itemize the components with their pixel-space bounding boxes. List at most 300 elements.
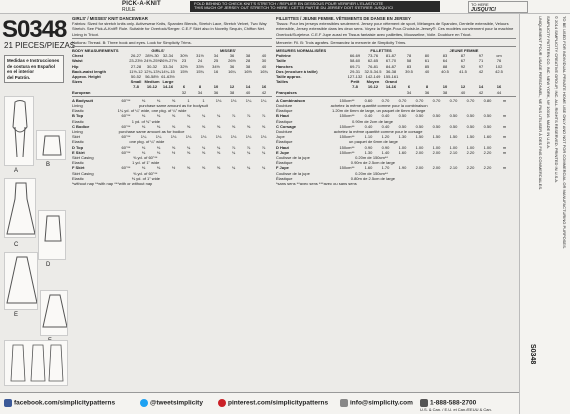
yardage-cell: ⅝ <box>186 149 191 155</box>
fabric-width: 60"** <box>121 144 131 150</box>
yardage-cell: m <box>502 113 507 119</box>
table-cell: 61-63½ <box>161 74 175 80</box>
back-view-sketch-icon <box>5 341 68 386</box>
yardage-cell: ⅜ <box>156 149 161 155</box>
table-cell: 155-161 <box>383 74 399 80</box>
facebook-text: facebook.com/simplicitypatterns <box>14 399 116 407</box>
yardage-label: Élastique <box>276 108 293 114</box>
table-cell: 34 <box>406 89 412 95</box>
yardage-cell: ⅜ <box>141 165 146 171</box>
yardage-cell: 1.30 <box>364 149 373 155</box>
phone-link[interactable] <box>420 399 476 407</box>
legal-line: UNIQUEMENT POUR USAGE PERSONNEL, NE PAS UTILISER À DES FINS COMMERCIALES. <box>538 16 543 191</box>
yardage-cell: ⅝ <box>201 123 206 129</box>
french-title: FILLETTES / JEUNE FEMME. VÊTEMENTS DE DANSE EN JERSEY <box>276 16 411 21</box>
yardage-cell: ¾ <box>231 165 236 171</box>
table-cell: 67-70 <box>385 58 397 64</box>
table-cell: 14-16 <box>385 84 397 90</box>
yardage-cell: ⅝ <box>171 113 176 119</box>
yardage-cell: ⅝ <box>171 97 176 103</box>
yardage-cell: ⅜ <box>156 165 161 171</box>
yardage-label: B Haut <box>276 113 289 119</box>
table-cell: 14 <box>478 84 484 90</box>
table-cell: 10-12 <box>146 84 158 90</box>
table-cell: 16¾ <box>260 68 268 74</box>
yardage-label: Coulisse de la jupe <box>276 170 310 176</box>
table-cell <box>160 90 176 95</box>
email-link[interactable] <box>340 399 413 407</box>
yardage-label: Elastic <box>72 175 84 181</box>
table-cell: 32 <box>181 89 187 95</box>
yardage-cell: 1.00 <box>466 144 475 150</box>
yardage-cell: m <box>502 134 507 140</box>
fabric-width: 150cm** <box>339 144 355 150</box>
figure-label-a: A <box>14 168 19 174</box>
table-cell <box>346 90 364 95</box>
table-cell: 69-71 <box>349 63 361 69</box>
table-cell: 16 <box>213 68 219 74</box>
yardage-cell: 1⅛ <box>215 97 222 103</box>
yardage-cell: 1.00 <box>398 144 407 150</box>
yardage-cell: 1.50 <box>432 134 441 140</box>
table-cell: 36 <box>229 53 235 59</box>
table-cell: 6 <box>182 84 186 90</box>
table-cell: 40 <box>261 63 267 69</box>
yardage-cell: achetez la même quantité comme pour le corsage <box>333 129 423 135</box>
yardage-cell: ⅜ <box>156 123 161 129</box>
twitter-icon <box>140 399 148 407</box>
yardage-cell: 0.90m de 2.5cm de large <box>350 160 395 166</box>
table-cell: 34 <box>197 89 203 95</box>
yardage-cell: ⅜ <box>141 149 146 155</box>
table-cell: 32.5-34.5 <box>364 68 382 74</box>
locale-text: U.S. & Can. / E.U. et Can./EEUU & Can. <box>420 407 492 412</box>
table-cell <box>128 90 144 95</box>
warning-line: THIS MUCH OF JERSEY OUT STRETCH TO HERE / CETTE PARTIE DU JERSEY DOIT S'ETIRER JUSQU'ICI <box>194 5 394 10</box>
yardage-cell: 1.60 <box>398 149 407 155</box>
figure-label-b: B <box>46 162 51 168</box>
yardage-cell: 0.50 <box>398 123 407 129</box>
yardage-cell: ⅞ <box>231 144 236 150</box>
table-cell: 7-8 <box>352 84 358 90</box>
fabric-width: 150cm** <box>339 134 355 140</box>
fabric-width: 150cm** <box>339 97 355 103</box>
yardage-cell: ⅝ <box>216 123 221 129</box>
yardage-cell: 1⅛ <box>170 134 177 140</box>
table-cell: 16½ <box>244 68 252 74</box>
stretch-target-box <box>468 1 528 13</box>
yardage-cell: 1.10 <box>364 134 373 140</box>
yardage-cell <box>456 176 471 181</box>
yardage-label: D Haut <box>276 144 289 150</box>
yardage-cell: 0.40 <box>364 123 373 129</box>
mm-header: MESURES NORMALISÉES <box>276 48 327 54</box>
yardage-label: E Jupe <box>276 149 290 155</box>
english-rows <box>72 53 272 95</box>
table-cell: 127-132 <box>347 74 363 80</box>
yardage-cell: 2.00 <box>415 165 424 171</box>
yardage-cell: ⅜ yd. of 1" wide <box>131 175 161 181</box>
table-cell: 12¾-13¾ <box>144 68 161 74</box>
yardage-cell: one pkg. of ¼" wide <box>129 139 165 145</box>
yardage-cell: 1.00 <box>483 144 492 150</box>
yardage-cell: ⅜ <box>141 144 146 150</box>
yardage-cell <box>258 176 272 181</box>
twitter-link[interactable] <box>140 399 203 407</box>
row-label: Poitrine <box>276 53 291 59</box>
table-cell <box>364 90 382 95</box>
yardage-cell: 0.50 <box>466 123 475 129</box>
table-cell: 85 <box>424 63 430 69</box>
french-measurements-column <box>276 16 516 392</box>
yardage-label: F Jupe <box>276 165 289 171</box>
table-cell: 78 <box>406 53 412 59</box>
english-notions: Notions: Thread. B: Three hook and eyes. Look for Simplicity Trims. <box>72 39 192 45</box>
yardage-cell: purchase same amount as for bodice <box>118 129 185 135</box>
table-cell: 26½ <box>228 58 236 64</box>
yardage-cell: 0.40 <box>381 113 390 119</box>
fabric-width: 60"** <box>121 123 131 129</box>
table-cell: 38 <box>245 53 251 59</box>
yardage-cell: 0.70 <box>415 97 424 103</box>
yardage-label: Doublure <box>276 129 293 135</box>
yardage-cell: ⅞ <box>261 144 266 150</box>
yardage-cell: ⅝ <box>261 123 266 129</box>
yardage-cell: ⅜ <box>141 97 146 103</box>
table-cell: 30½ <box>180 53 188 59</box>
row-label: Sizes <box>72 79 83 85</box>
fabric-width: 150cm** <box>339 113 355 119</box>
yardage-cell: m <box>502 97 507 103</box>
fabric-width: 60"** <box>121 113 131 119</box>
ruler-bottom-label: JUSQU'ICI <box>471 7 496 13</box>
yardage-cell: 1¼ <box>155 134 162 140</box>
table-cell: 11½-12 <box>129 68 143 74</box>
yardage-label: Lining <box>72 103 83 109</box>
yardage-cell: 1.70 <box>381 165 390 171</box>
yardage-cell: 1¼ <box>260 97 267 103</box>
table-cell: 73-76 <box>367 53 379 59</box>
yardage-cell: 1 yd. of 1" wide <box>132 160 160 166</box>
yardage-cell: 1⅛ <box>230 134 237 140</box>
yardage-cell: 2.20 <box>466 165 475 171</box>
table-cell: 36 <box>213 89 219 95</box>
wrap-top-sketch-icon <box>39 211 66 260</box>
table-cell: 71 <box>478 58 484 64</box>
bodysuit-sketch-icon <box>5 97 34 166</box>
yardage-cell: 2.10 <box>449 165 458 171</box>
yardage-cell: ¾ <box>216 144 221 150</box>
table-cell: 58-60 <box>349 58 361 64</box>
table-cell: 42.5 <box>495 68 503 74</box>
yardage-cell: 0.80m de 2.5cm de large <box>350 175 395 181</box>
table-cell: 58 <box>406 58 412 64</box>
yardage-cell: 1.60 <box>483 134 492 140</box>
french-mercerie: Mercerie: Fil. B: Trois agrafes. Demandez la mercerie de Simplicity Trims. <box>276 39 407 45</box>
yardage-cell: ⅝ <box>231 123 236 129</box>
yardage-cell <box>174 176 188 181</box>
table-cell: Grand <box>385 79 397 85</box>
table-cell: 80 <box>424 53 430 59</box>
legal-sidebar <box>519 14 570 414</box>
table-cell: 10-12 <box>367 84 379 90</box>
yardage-cell: 1¼ <box>140 134 147 140</box>
table-cell: Small <box>130 79 142 85</box>
divider <box>276 46 516 47</box>
yardage-cell: ⅞ <box>261 113 266 119</box>
yardage-cell: 0.70 <box>466 97 475 103</box>
yardage-cell <box>471 176 486 181</box>
facebook-link[interactable] <box>4 399 115 407</box>
table-cell: 38 <box>245 63 251 69</box>
warning-line: FOLD BEHIND TO CHECK KNIT'S STRETCH / REPLIER EN DESSOUS POUR VERIFIER L'ELASTICITE <box>194 1 384 6</box>
divider <box>72 96 272 97</box>
table-cell: 31½ <box>196 53 204 59</box>
table-cell: 30 <box>261 58 267 64</box>
yardage-cell: 0.70 <box>432 97 441 103</box>
yardage-label: Elastic <box>72 139 84 145</box>
yardage-cell: ⅞ <box>246 144 251 150</box>
pinterest-link[interactable] <box>218 399 328 407</box>
table-cell: 36-38 <box>385 68 397 74</box>
table-cell: 26½-27½ <box>160 58 177 64</box>
row-label: Hanches <box>276 63 293 69</box>
fabric-width: 150cm** <box>339 149 355 155</box>
yardage-cell: ⅜ <box>156 144 161 150</box>
table-row <box>276 90 516 95</box>
legal-line: TO BE USED FOR INDIVIDUAL PRIVATE HOME USE ONLY AND NOT FOR COMMERCIAL OR MANUFACTURING PURPOSES. <box>562 16 567 249</box>
email-icon <box>340 399 348 407</box>
divider <box>72 46 272 47</box>
yardage-cell: 1.00 <box>415 144 424 150</box>
yardage-label: Elastic <box>72 108 84 114</box>
yardage-cell: 0.90 <box>364 144 373 150</box>
table-cell: 14¼-15 <box>161 68 175 74</box>
yardage-cell: ⅝ <box>186 123 191 129</box>
yardage-cell: ½ <box>171 149 176 155</box>
yardage-cell: ¾ <box>186 144 191 150</box>
yardage-cell: 1⅛ <box>215 134 222 140</box>
table-cell: 97 <box>478 63 484 69</box>
yardage-cell <box>440 176 455 181</box>
yardage-cell <box>216 176 230 181</box>
yardage-cell: 0.40 <box>381 123 390 129</box>
fabric-width: 150cm** <box>339 123 355 129</box>
yardage-label: C Bodice <box>72 123 90 129</box>
yardage-cell: 0.50 <box>466 113 475 119</box>
table-cell: 66-69 <box>349 53 361 59</box>
yardage-cell: 0.50 <box>415 123 424 129</box>
yardage-cell: ⅜ <box>141 113 146 119</box>
english-footnote: *without nap **with nap ***with or without nap <box>72 181 153 187</box>
group-fillettes: FILLETTES <box>370 48 392 54</box>
table-cell: 50-52 <box>130 74 142 80</box>
yardage-cell: 1.00 <box>449 144 458 150</box>
table-cell: cm <box>496 53 502 59</box>
french-tissus: Tissus: Pour les jerseys extensibles seulement. Jersey pour vêtement de sport, Mélanges de Spandex, Dentelle extensible, Velours extensible, Jersey extensible dans les deux sens. Voyez la Règle-Pour-Choisir-le-Jersey®. Ces modèles conviennent pour la machine Overlock/Surjeteur. C.E.F Jupe aussi en Tissus fantaisie avec paillettes, Mousseline, Voile. Doublure en Tricot. <box>276 21 514 37</box>
yardage-label: Skirt <box>72 134 80 140</box>
table-cell: 40 <box>424 68 430 74</box>
table-cell: 44 <box>496 89 502 95</box>
yardage-cell: un paquet de 6mm de large <box>348 139 398 145</box>
pick-a-knit-brand: PICK-A-KNIT <box>122 1 161 7</box>
yardage-cell: 0.70 <box>398 97 407 103</box>
yardage-cell: 0.20m de 150cm** <box>355 170 388 176</box>
yardage-cell <box>395 176 410 181</box>
yardage-cell: ⅝ <box>216 165 221 171</box>
pick-a-knit-rule-label: RULE <box>122 7 136 13</box>
yardage-cell: 0.90m de 2cm de large <box>352 118 393 124</box>
table-cell: 33½ <box>196 63 204 69</box>
yardage-label: F Skirt <box>72 165 85 171</box>
table-cell: 42 <box>478 89 484 95</box>
yardage-cell: 1.30 <box>398 134 407 140</box>
yardage-cell: 2.10 <box>449 149 458 155</box>
figure-bodysuit <box>4 96 34 166</box>
table-cell: 36 <box>424 89 430 95</box>
yardage-label: Élastique <box>276 118 293 124</box>
fabric-width: 150cm** <box>339 165 355 171</box>
stretch-warning-bar <box>190 1 440 12</box>
table-cell: 27-28 <box>130 63 142 69</box>
table-cell: 10 <box>442 84 448 90</box>
phone-text: 1-888-588-2700 <box>430 399 477 407</box>
yardage-label: Elastic <box>72 160 84 166</box>
yardage-cell: 0.50 <box>483 113 492 119</box>
table-cell: 29-31 <box>349 68 361 74</box>
yardage-cell: 2.00 <box>432 165 441 171</box>
yardage-cell: 1.40 <box>381 149 390 155</box>
table-cell: Moyen <box>366 79 380 85</box>
twitter-text: @tweetsimplicity <box>150 399 203 407</box>
yardage-cell: ¾ <box>216 113 221 119</box>
yardage-cell: 0.50 <box>449 113 458 119</box>
figure-label-e: E <box>14 312 19 318</box>
yardage-cell: 0.50 <box>415 113 424 119</box>
table-cell: 25 <box>213 58 219 64</box>
bm-header: BODY MEASUREMENTS <box>72 48 119 54</box>
french-rows <box>276 53 516 95</box>
table-cell: 42 <box>478 68 484 74</box>
yardage-cell: 1.50 <box>466 134 475 140</box>
yardage-cell: ⅜ <box>156 97 161 103</box>
social-footer <box>0 392 519 414</box>
yardage-label: Jupe <box>276 134 285 140</box>
yardage-cell: 0.60 <box>364 97 373 103</box>
table-cell: 76-81 <box>367 63 379 69</box>
facebook-icon <box>4 399 12 407</box>
table-cell: 40.5 <box>441 68 449 74</box>
yardage-cell <box>202 176 216 181</box>
table-cell: 40 <box>460 89 466 95</box>
table-cell: 76 <box>496 58 502 64</box>
row-label: Françaises <box>276 89 297 95</box>
table-cell: 40 <box>261 53 267 59</box>
top-sketch-icon <box>37 131 66 160</box>
row-label: Taille <box>276 58 286 64</box>
table-cell: 92 <box>460 63 466 69</box>
table-cell: 26-27 <box>130 53 142 59</box>
group-girls: GIRLS' <box>151 48 165 54</box>
table-cell: 41.5 <box>459 68 467 74</box>
row-label: Taille approx. <box>276 74 302 80</box>
yardage-label: Doublure <box>276 103 293 109</box>
figure-skirt-e <box>4 252 38 310</box>
yardage-cell <box>188 176 202 181</box>
table-cell: 8 <box>425 84 429 90</box>
table-cell: 40 <box>245 89 251 95</box>
yardage-cell: ⅞ <box>231 113 236 119</box>
instr-line: del Patrón. <box>7 74 31 80</box>
yardage-cell: ¾ <box>246 165 251 171</box>
yardage-cell: 0.50 <box>398 113 407 119</box>
phone-icon <box>420 399 428 407</box>
english-yardage <box>72 98 272 181</box>
table-cell: Medium <box>144 79 160 85</box>
table-cell: 16 <box>261 84 267 90</box>
divider <box>276 38 516 39</box>
yardage-cell: 1.90 <box>398 165 407 171</box>
legal-line: © 2014 SIMPLICITY CREATIVE GROUP, INC. ALL RIGHTS RESERVED. PRINTED IN U.S.A. <box>554 16 559 184</box>
yardage-cell: 2.20 <box>483 165 492 171</box>
yardage-cell: m <box>502 165 507 171</box>
yardage-cell: 0.40 <box>364 113 373 119</box>
table-cell: 88 <box>442 63 448 69</box>
yardage-cell: ⅝ <box>171 123 176 129</box>
table-cell: 7-8 <box>133 84 139 90</box>
yardage-cell: 2.20 <box>466 149 475 155</box>
yardage-cell: 0.90 <box>381 144 390 150</box>
yardage-cell: 1 <box>202 97 205 103</box>
yardage-cell: 2.00 <box>415 149 424 155</box>
yardage-cell: 1.50 <box>415 134 424 140</box>
yardage-cell: 1.50 <box>449 134 458 140</box>
table-cell: 84-87 <box>385 63 397 69</box>
table-cell: 16 <box>496 84 502 90</box>
table-cell <box>382 90 400 95</box>
table-cell: 24½-25½ <box>144 58 161 64</box>
yardage-cell: 0.70 <box>449 97 458 103</box>
yardage-cell: ¾ <box>201 113 206 119</box>
yardage-label: Coulisse de la jupe <box>276 155 310 161</box>
yardage-cell: 1.00 <box>432 144 441 150</box>
row-label: Back-waist length <box>72 68 107 74</box>
table-cell: Large <box>162 79 174 85</box>
legal-line: SIMPLICITY PATTERN CO. INC. NEW YORK, NY 10016. MADE IN U.S.A. <box>546 16 551 149</box>
table-cell: 36 <box>229 63 235 69</box>
group-misses: MISSES' <box>219 48 237 54</box>
spanish-instructions-box <box>4 55 64 83</box>
yardage-cell: ⅝ <box>171 144 176 150</box>
divider <box>276 96 516 97</box>
table-cell <box>144 90 160 95</box>
divider <box>72 38 272 39</box>
yardage-cell: ⅞ <box>246 113 251 119</box>
legal-code: S0348 <box>529 344 536 365</box>
row-label: Tailles <box>276 79 289 85</box>
pinterest-text: pinterest.com/simplicitypatterns <box>228 399 329 407</box>
table-cell: 61 <box>424 58 430 64</box>
piece-count: 21 PIECES/PIEZAS <box>4 41 76 50</box>
table-cell: 42 <box>261 89 267 95</box>
row-label: Dos (encolure à taille) <box>276 68 318 74</box>
table-cell: 32½ <box>180 63 188 69</box>
table-cell: 12 <box>460 84 466 90</box>
pattern-number: S0348 <box>2 16 67 43</box>
yardage-cell: 1⅛ <box>200 134 207 140</box>
row-label: Chest <box>72 53 84 59</box>
table-cell: 14-16 <box>162 84 174 90</box>
